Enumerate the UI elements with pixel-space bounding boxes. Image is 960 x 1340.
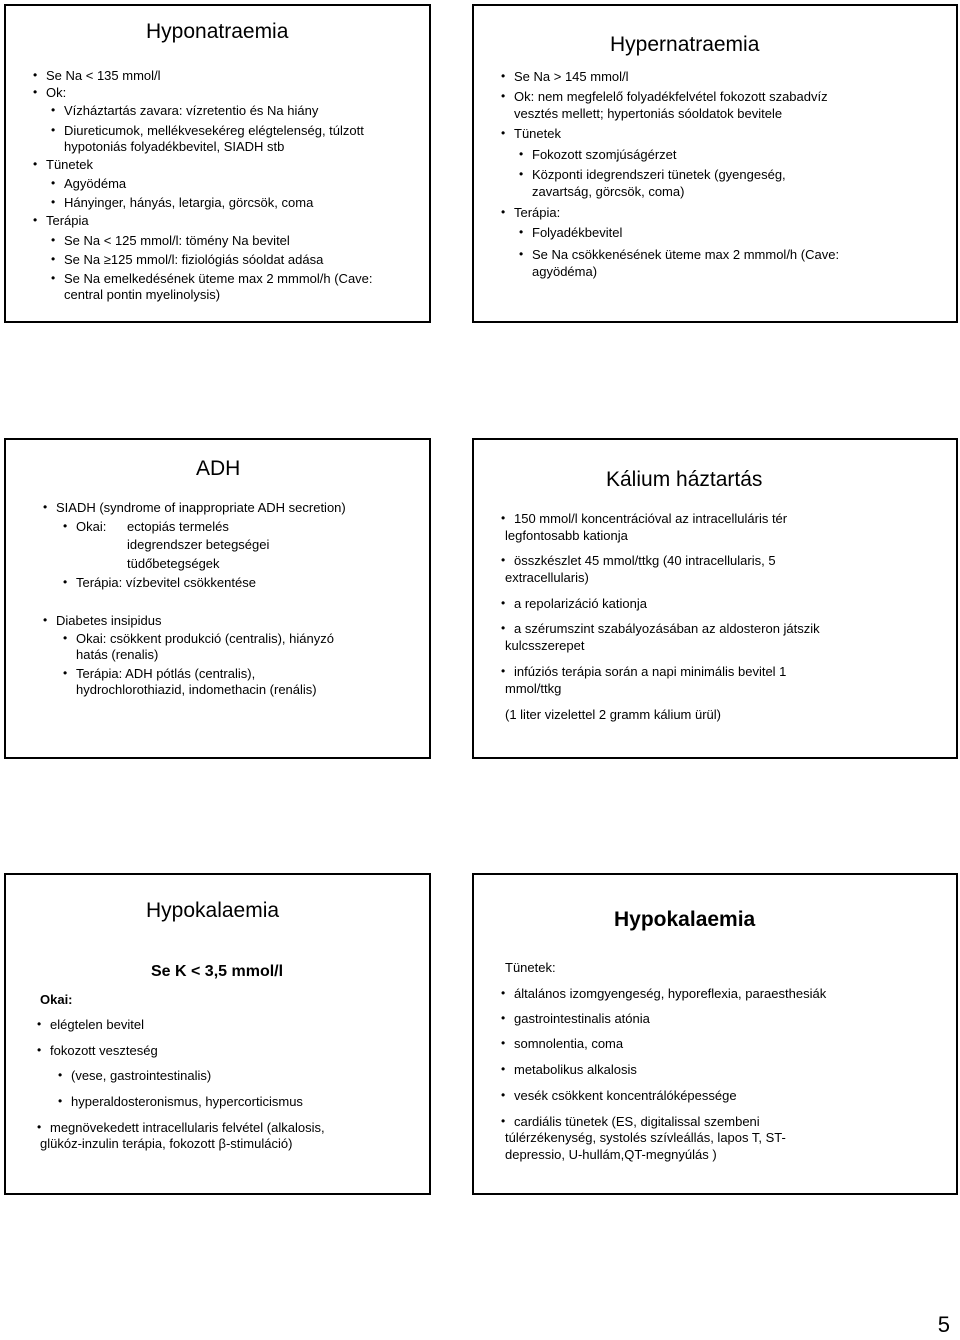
- bullet-line: • Terápia: ADH pótlás (centralis),: [76, 665, 255, 682]
- bullet-line: • Terápia:: [514, 204, 560, 221]
- bullet-line-cont: hatás (renalis): [76, 647, 159, 662]
- okai-item: tüdőbetegségek: [127, 556, 220, 571]
- slide-hypokalaemia-tunetek: [472, 873, 958, 1195]
- bullet-line: • cardiális tünetek (ES, digitalissal szembeni: [514, 1113, 760, 1130]
- bullet-line: • Agyödéma: [64, 175, 126, 192]
- slide-kalium-haztartas: [472, 438, 958, 759]
- slide-title: Hypernatraemia: [610, 33, 760, 56]
- bullet-line-cont: central pontin myelinolysis): [64, 287, 221, 302]
- bullet-line: • Se Na emelkedésének üteme max 2 mmmol/h (Cave:: [64, 270, 373, 287]
- bullet-line-cont: glükóz-inzulin terápia, fokozott β-stimuláció): [40, 1136, 293, 1151]
- bullet-line: • elégtelen bevitel: [50, 1016, 144, 1033]
- bullet-line-cont: mmol/ttkg: [505, 681, 562, 696]
- slide-hypernatraemia: [472, 4, 958, 323]
- bullet-line-cont: depressio, U-hullám,QT-megnyúlás ): [505, 1147, 717, 1162]
- bullet-line: • Ok:: [46, 84, 66, 101]
- bullet-line-cont: vesztés mellett; hypertoniás sóoldatok bevitele: [514, 106, 783, 121]
- bullet-line-cont: kulcsszerepet: [505, 638, 585, 653]
- okai-item: ectopiás termelés: [127, 519, 229, 534]
- section-heading: Tünetek:: [505, 960, 556, 975]
- bullet-line: • Ok: nem megfelelő folyadékfelvétel fokozott szabadvíz: [514, 88, 828, 105]
- slide-title: Kálium háztartás: [606, 468, 763, 491]
- bullet-line: • Se Na < 125 mmol/l: tömény Na bevitel: [64, 232, 290, 249]
- bullet-line: • (vese, gastrointestinalis): [71, 1067, 211, 1084]
- bullet-line-cont: agyödéma): [532, 264, 598, 279]
- bullet-line: • Fokozott szomjúságérzet: [532, 146, 677, 163]
- bullet-line: • Tünetek: [514, 125, 561, 142]
- bullet-line-cont: legfontosabb kationja: [505, 528, 628, 543]
- bullet-line-cont: hydrochlorothiazid, indomethacin (renális): [76, 682, 317, 697]
- bullet-line: • 150 mmol/l koncentrációval az intracelluláris tér: [514, 510, 787, 527]
- okai-item: idegrendszer betegségei: [127, 537, 270, 552]
- slide-hypokalaemia-okai: [4, 873, 431, 1195]
- bullet-line: • a szérumszint szabályozásában az aldosteron játszik: [514, 620, 820, 637]
- bullet-line: • gastrointestinalis atónia: [514, 1010, 650, 1027]
- bullet-line: • a repolarizáció kationja: [514, 595, 647, 612]
- bullet-line: • Se Na < 135 mmol/l: [46, 67, 161, 84]
- bullet-line: • vesék csökkent koncentrálóképessége: [514, 1087, 737, 1104]
- bullet-line: • Tünetek: [46, 156, 93, 173]
- bullet-line: • somnolentia, coma: [514, 1035, 623, 1052]
- bullet-line: • Diabetes insipidus: [56, 612, 162, 629]
- bullet-line: • Központi idegrendszeri tünetek (gyengeség,: [532, 166, 786, 183]
- bullet-line: • Folyadékbevitel: [532, 224, 622, 241]
- bullet-line: • megnövekedett intracellularis felvétel (alkalosis,: [50, 1119, 325, 1136]
- bullet-line: • Okai: csökkent produkció (centralis), hiányzó: [76, 630, 334, 647]
- bullet-line: • hyperaldosteronismus, hypercorticismus: [71, 1093, 303, 1110]
- bullet-line: • Okai:: [76, 518, 106, 535]
- bullet-line: • Vízháztartás zavara: vízretentio és Na hiány: [64, 102, 318, 119]
- bullet-line: • infúziós terápia során a napi minimális bevitel 1: [514, 663, 786, 680]
- slide-title: Hypokalaemia: [146, 899, 280, 922]
- bullet-line: • általános izomgyengeség, hyporeflexia, paraesthesiák: [514, 985, 826, 1002]
- bullet-line: • Hányinger, hányás, letargia, görcsök, coma: [64, 194, 313, 211]
- slide-title: Hyponatraemia: [146, 20, 289, 43]
- page-number: 5: [937, 1312, 950, 1337]
- bullet-line: • Terápia: [46, 212, 89, 229]
- slide-hyponatraemia: [4, 4, 431, 323]
- bullet-line: • metabolikus alkalosis: [514, 1061, 637, 1078]
- bullet-line: • SIADH (syndrome of inappropriate ADH secretion): [56, 499, 346, 516]
- bullet-line-cont: zavartság, görcsök, coma): [532, 184, 685, 199]
- slide-title: Hypokalaemia: [614, 908, 756, 931]
- slide-adh: [4, 438, 431, 759]
- bullet-line: • Se Na csökkenésének üteme max 2 mmmol/h (Cave:: [532, 246, 839, 263]
- bullet-line-cont: hypotoniás folyadékbevitel, SIADH stb: [64, 139, 285, 154]
- bullet-line: • összkészlet 45 mmol/ttkg (40 intracellularis, 5: [514, 552, 776, 569]
- bullet-line: • fokozott veszteség: [50, 1042, 158, 1059]
- section-heading: Okai:: [40, 992, 73, 1007]
- bullet-line-cont: extracellularis): [505, 570, 589, 585]
- slide-title: ADH: [196, 457, 241, 480]
- bullet-line-cont: túlérzékenység, systolés szívleállás, lapos T, ST-: [505, 1130, 786, 1145]
- bullet-line: • Se Na > 145 mmol/l: [514, 68, 629, 85]
- slide-subtitle: Se K < 3,5 mmol/l: [151, 963, 284, 980]
- note-line: (1 liter vizelettel 2 gramm kálium ürül): [505, 707, 722, 722]
- bullet-line: • Diureticumok, mellékvesekéreg elégtelenség, túlzott: [64, 122, 364, 139]
- bullet-line: • Terápia: vízbevitel csökkentése: [76, 574, 256, 591]
- bullet-line: • Se Na ≥125 mmol/l: fiziológiás sóoldat adása: [64, 251, 323, 268]
